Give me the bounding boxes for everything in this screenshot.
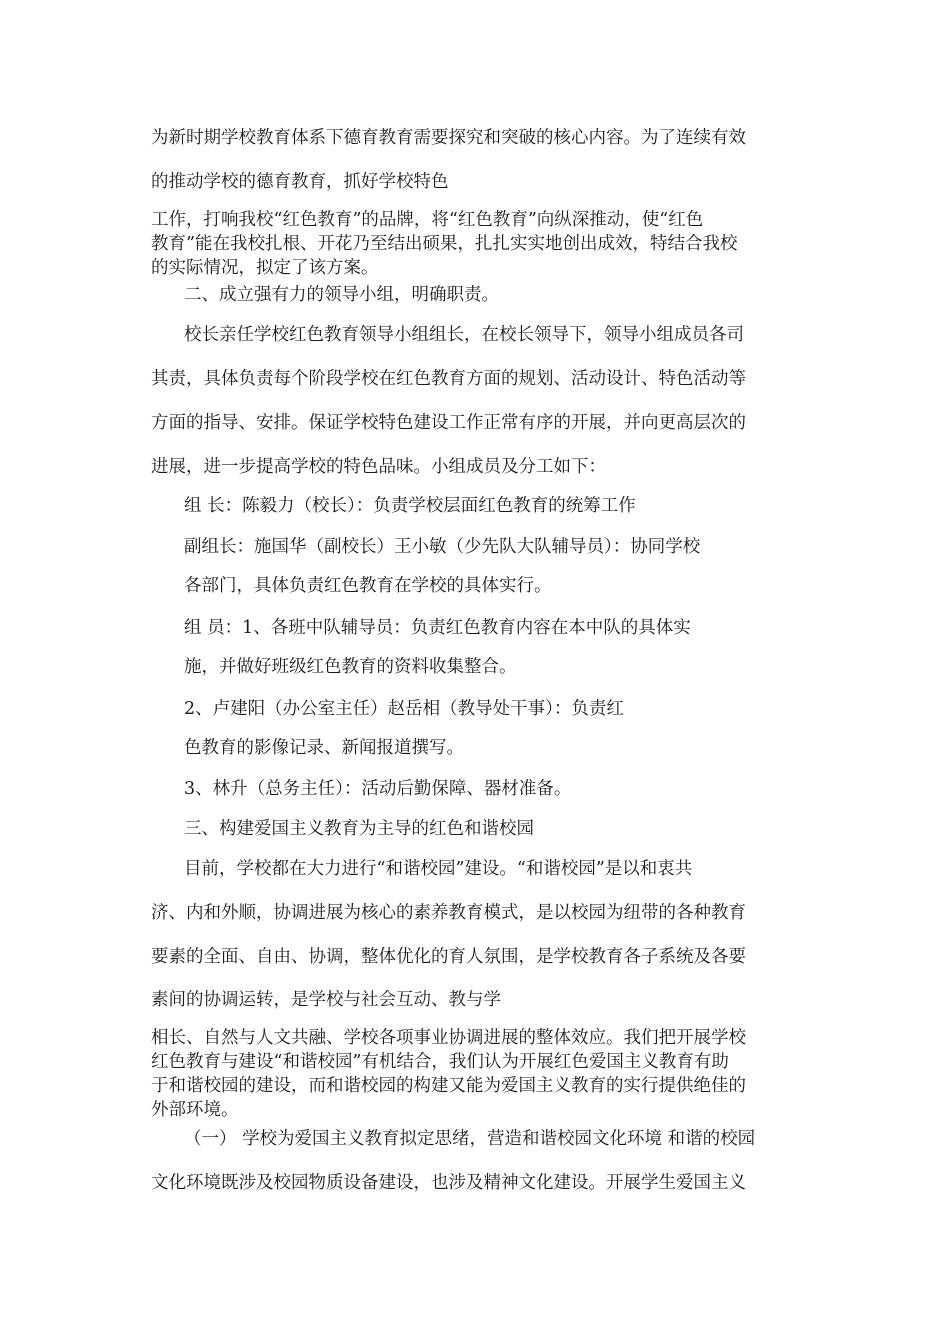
text-line: 各部门，具体负责红色教育在学校的具体实行。 bbox=[184, 576, 552, 596]
text-line: 的推动学校的德育教育，抓好学校特色 bbox=[151, 172, 449, 192]
text-line: 工作，打响我校“红色教育”的品牌，将“红色教育”向纵深推动，使“红色 bbox=[151, 210, 704, 230]
text-line: 红色教育与建设“和谐校园”有机结合，我们认为开展红色爱国主义教育有助 bbox=[151, 1052, 729, 1072]
text-line: 济、内和外顺，协调进展为核心的素养教育模式，是以校园为纽带的各种教育 bbox=[151, 903, 746, 923]
text-line: 组 长：陈毅力（校长）：负责学校层面红色教育的统筹工作 bbox=[184, 496, 636, 516]
text-line: 2、卢建阳（办公室主任）赵岳相（教导处干事）：负责红 bbox=[184, 699, 624, 719]
section-heading: 二、成立强有力的领导小组，明确职责。 bbox=[184, 285, 499, 305]
text-line: 教育”能在我校扎根、开花乃至结出硕果，扎扎实实地创出成效，特结合我校 bbox=[151, 234, 738, 254]
text-line: 于和谐校园的建设，而和谐校园的构建又能为爱国主义教育的实行提供绝佳的 bbox=[151, 1076, 746, 1096]
text-line: 为新时期学校教育体系下德育教育需要探究和突破的核心内容。为了连续有效 bbox=[151, 128, 746, 148]
text-line: 进展，进一步提高学校的特色品味。小组成员及分工如下： bbox=[151, 457, 606, 477]
text-line: 的实际情况，拟定了该方案。 bbox=[151, 258, 379, 278]
text-line: 要素的全面、自由、协调，整体优化的育人氛围，是学校教育各子系统及各要 bbox=[151, 947, 746, 967]
section-heading: 三、构建爱国主义教育为主导的红色和谐校园 bbox=[184, 819, 534, 839]
text-line: 组 员：1、各班中队辅导员：负责红色教育内容在本中队的具体实 bbox=[184, 618, 691, 638]
text-line: （一） 学校为爱国主义教育拟定思绪，营造和谐校园文化环境 和谐的校园 bbox=[184, 1129, 756, 1149]
text-line: 外部环境。 bbox=[151, 1100, 239, 1120]
text-line: 3、林升（总务主任）：活动后勤保障、器材准备。 bbox=[184, 779, 572, 799]
text-line: 施，并做好班级红色教育的资料收集整合。 bbox=[184, 657, 517, 677]
text-line: 副组长：施国华（副校长）王小敏（少先队大队辅导员）：协同学校 bbox=[184, 537, 701, 557]
text-line: 色教育的影像记录、新闻报道撰写。 bbox=[184, 738, 464, 758]
text-line: 校长亲任学校红色教育领导小组组长，在校长领导下，领导小组成员各司 bbox=[184, 325, 744, 345]
text-line: 其责，具体负责每个阶段学校在红色教育方面的规划、活动设计、特色活动等 bbox=[151, 369, 746, 389]
text-line: 相长、自然与人文共融、学校各项事业协调进展的整体效应。我们把开展学校 bbox=[151, 1028, 746, 1048]
text-line: 素间的协调运转，是学校与社会互动、教与学 bbox=[151, 990, 501, 1010]
text-line: 文化环境既涉及校园物质设备建设，也涉及精神文化建设。开展学生爱国主义 bbox=[151, 1173, 746, 1193]
text-line: 目前，学校都在大力进行“和谐校园”建设。“和谐校园”是以和衷共 bbox=[184, 859, 693, 879]
text-line: 方面的指导、安排。保证学校特色建设工作正常有序的开展，并向更高层次的 bbox=[151, 413, 746, 433]
